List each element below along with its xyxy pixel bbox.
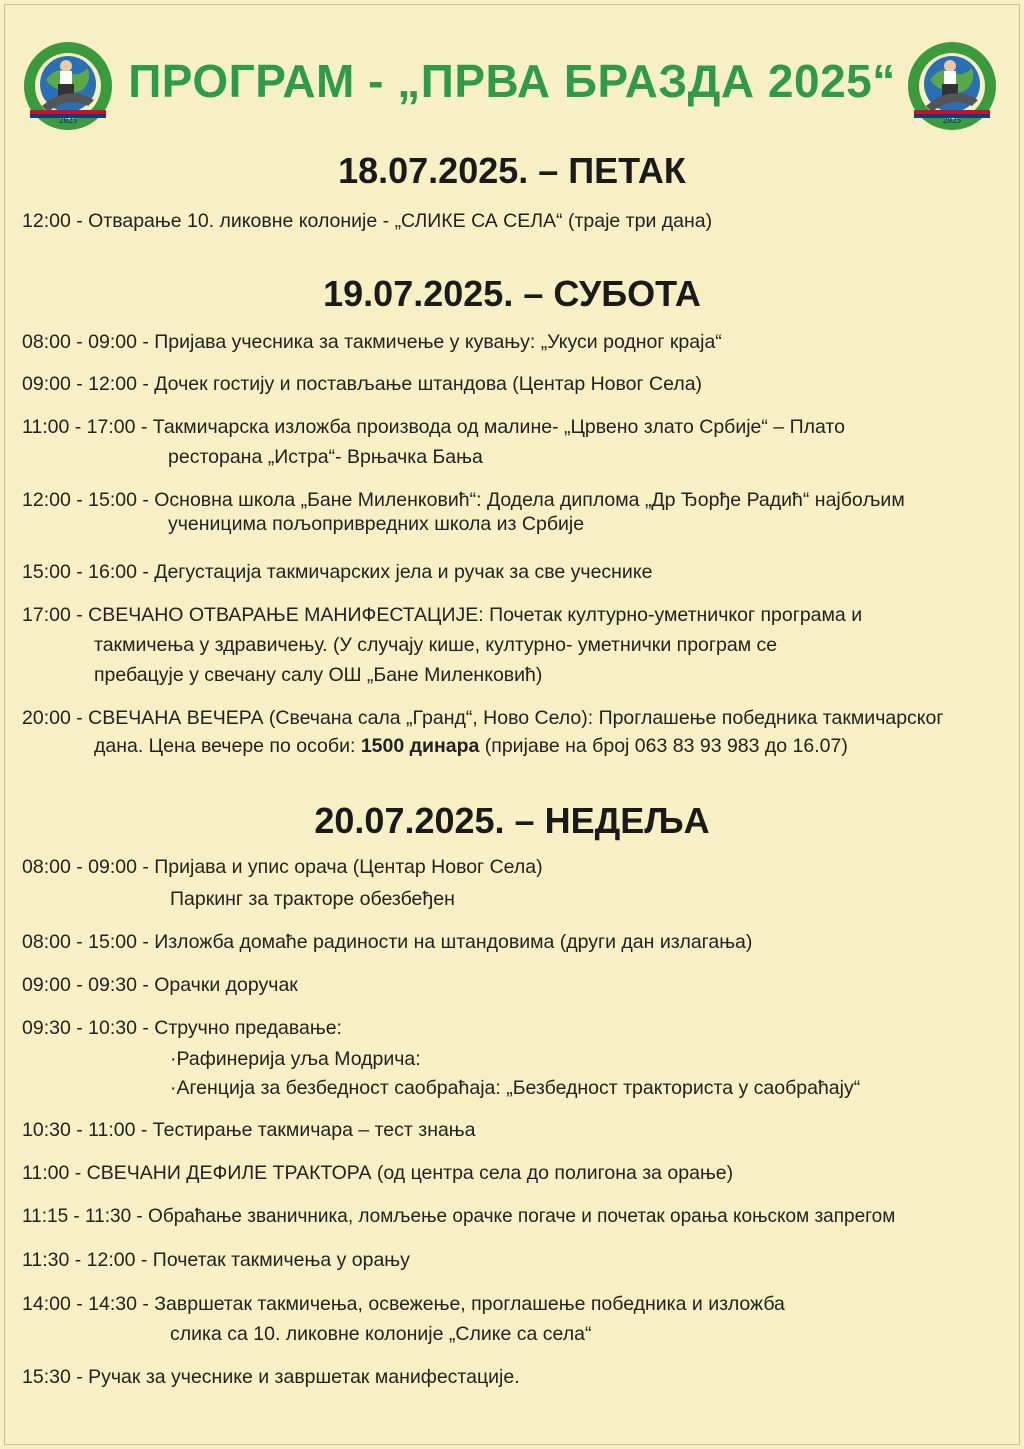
schedule-item: 17:00 - СВЕЧАНО ОТВАРАЊЕ МАНИФЕСТАЦИЈЕ: Почетак културно-уметничког програма и (22, 604, 863, 626)
schedule-item-continuation: Паркинг за тракторе обезбеђен (170, 888, 455, 910)
schedule-item-continuation: пребацује у свечану салу ОШ „Бане Миленковић) (94, 664, 543, 686)
day-heading: 19.07.2025. – СУБОТА (323, 273, 701, 314)
schedule-item-continuation: ресторана „Истра“- Врњачка Бања (168, 446, 483, 468)
schedule-item: 20:00 - СВЕЧАНА ВЕЧЕРА (Свечана сала „Гранд“, Ново Село): Проглашење победника такмичарског (22, 707, 944, 729)
schedule-item: 10:30 - 11:00 - Тестирање такмичара – тест знања (22, 1119, 476, 1141)
schedule-item: 09:00 - 12:00 - Дочек гостију и постављање штандова (Центар Новог Села) (22, 373, 703, 395)
schedule-item: 15:00 - 16:00 - Дегустација такмичарских јела и ручак за све учеснике (22, 561, 653, 583)
schedule-item: 11:15 - 11:30 - Обраћање званичника, ломљење орачке погаче и почетак орања коњском запрегом (22, 1206, 896, 1227)
schedule-item-continuation: ·Рафинерија уља Модрича: (170, 1048, 421, 1070)
schedule-item-continuation: дана. Цена вечере по особи: 1500 динара (пријаве на број 063 83 93 983 до 16.07) (94, 735, 848, 757)
schedule-item: 09:00 - 09:30 - Орачки доручак (22, 974, 298, 996)
schedule-item: 09:30 - 10:30 - Стручно предавање: (22, 1017, 342, 1039)
svg-text:2025: 2025 (943, 115, 961, 125)
page-title: ПРОГРАМ - „ПРВА БРАЗДА 2025“ (128, 55, 896, 107)
schedule-item: 08:00 - 09:00 - Пријава и упис орача (Центар Новог Села) (22, 856, 543, 878)
schedule-item: 08:00 - 15:00 - Изложба домаће радиности на штандовима (други дан излагања) (22, 931, 753, 953)
dinner-price: 1500 динара (360, 735, 480, 757)
schedule-item-continuation: ·Агенција за безбедност саобраћаја: „Безбедност тракториста у саобраћају“ (170, 1077, 861, 1099)
schedule-item-continuation: ученицима пољопривредних школа из Србије (168, 513, 585, 535)
schedule-item: 11:00 - СВЕЧАНИ ДЕФИЛЕ ТРАКТОРА (од центра села до полигона за орање) (22, 1162, 734, 1184)
day-heading: 18.07.2025. – ПЕТАК (338, 150, 686, 191)
schedule-item-continuation: слика са 10. ликовне колоније „Слике са села“ (170, 1323, 592, 1345)
schedule-item: 12:00 - Отварање 10. ликовне колоније - „СЛИКЕ СА СЕЛА“ (траје три дана) (22, 210, 713, 232)
schedule-item: 14:00 - 14:30 - Завршетак такмичења, освежење, проглашење победника и изложба (22, 1293, 785, 1315)
day-heading: 20.07.2025. – НЕДЕЉА (314, 800, 710, 841)
schedule-item: 08:00 - 09:00 - Пријава учесника за такмичење у кувању: „Укуси родног краја“ (22, 331, 722, 353)
schedule-item: 11:00 - 17:00 - Такмичарска изложба производа од малине- „Црвено злато Србије“ – Плато (22, 416, 845, 438)
schedule-item: 11:30 - 12:00 - Почетак такмичења у орању (22, 1249, 410, 1271)
schedule-item: 15:30 - Ручак за учеснике и завршетак манифестације. (22, 1366, 520, 1388)
schedule-item-continuation: такмичења у здравичењу. (У случају кише, културно- уметнички програм се (94, 634, 778, 656)
svg-text:2025: 2025 (59, 115, 77, 125)
schedule-item: 12:00 - 15:00 - Основна школа „Бане Миленковић“: Додела диплома „Др Ђорђе Радић“ најбољим (22, 489, 905, 511)
